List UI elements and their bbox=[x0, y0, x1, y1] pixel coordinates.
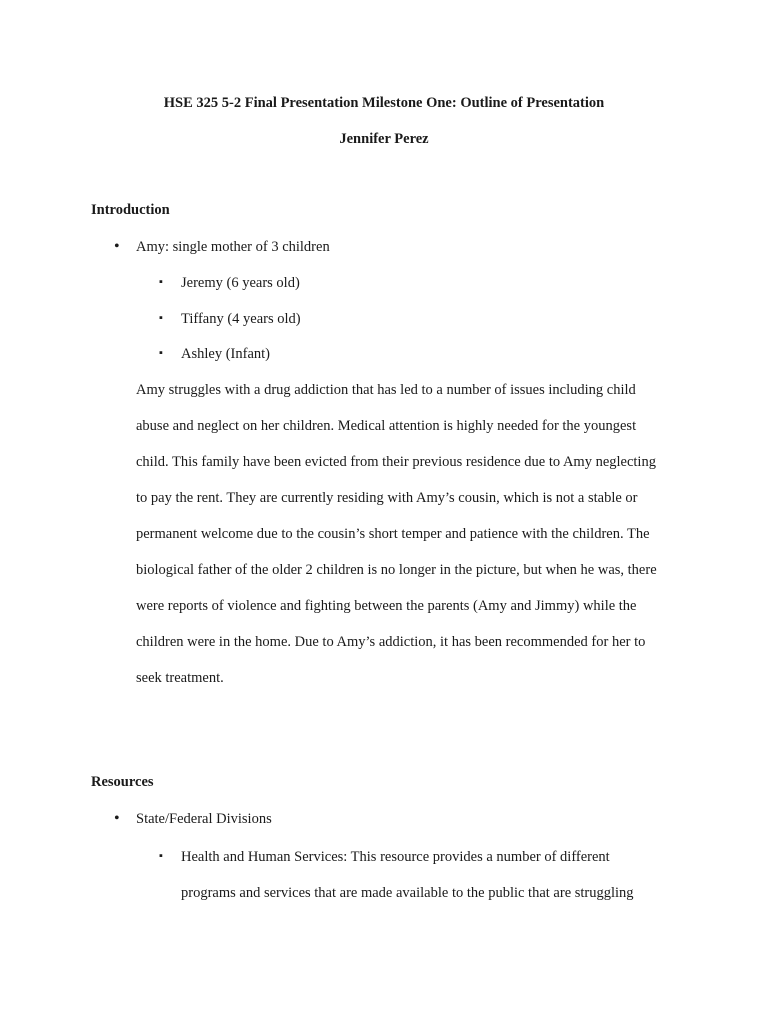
paragraph-line: Amy struggles with a drug addiction that has led to a number of issues including child bbox=[136, 382, 636, 398]
paragraph-line: biological father of the older 2 children is no longer in the picture, but when he was, there bbox=[136, 562, 657, 578]
bullet-icon: • bbox=[114, 810, 120, 827]
paragraph-line: to pay the rent. They are currently residing with Amy’s cousin, which is not a stable or bbox=[136, 490, 638, 506]
list-item-text: State/Federal Divisions bbox=[136, 811, 272, 827]
list-item bbox=[114, 237, 330, 257]
list-item-text: Ashley (Infant) bbox=[181, 346, 270, 362]
square-bullet-icon: ▪ bbox=[159, 850, 163, 862]
section-heading-introduction: Introduction bbox=[91, 202, 170, 218]
bullet-icon: • bbox=[114, 238, 120, 255]
document-author: Jennifer Perez bbox=[339, 131, 429, 147]
list-item bbox=[159, 309, 301, 329]
square-bullet-icon: ▪ bbox=[159, 276, 163, 288]
list-item-text: Jeremy (6 years old) bbox=[181, 275, 300, 291]
paragraph-line: were reports of violence and fighting between the parents (Amy and Jimmy) while the bbox=[136, 598, 637, 614]
paragraph-line: children were in the home. Due to Amy’s addiction, it has been recommended for her to bbox=[136, 634, 646, 650]
introduction-paragraph bbox=[136, 380, 696, 704]
list-item-text: Amy: single mother of 3 children bbox=[136, 239, 330, 255]
paragraph-line: seek treatment. bbox=[136, 670, 224, 686]
document-title: HSE 325 5-2 Final Presentation Milestone One: Outline of Presentation bbox=[163, 95, 605, 111]
list-item bbox=[159, 344, 270, 364]
paragraph-line: permanent welcome due to the cousin’s short temper and patience with the children. The bbox=[136, 526, 650, 542]
list-item-text: Tiffany (4 years old) bbox=[181, 311, 301, 327]
square-bullet-icon: ▪ bbox=[159, 312, 163, 324]
list-item bbox=[159, 273, 300, 293]
paragraph-line: abuse and neglect on her children. Medical attention is highly needed for the youngest bbox=[136, 418, 637, 434]
square-bullet-icon: ▪ bbox=[159, 347, 163, 359]
paragraph-line: child. This family have been evicted from their previous residence due to Amy neglecting bbox=[136, 454, 656, 470]
section-heading-resources: Resources bbox=[91, 774, 154, 790]
resources-sub-item-text bbox=[181, 847, 701, 919]
paragraph-line: programs and services that are made available to the public that are struggling bbox=[181, 885, 634, 901]
paragraph-line: Health and Human Services: This resource provides a number of different bbox=[181, 849, 610, 865]
list-item bbox=[114, 809, 272, 829]
